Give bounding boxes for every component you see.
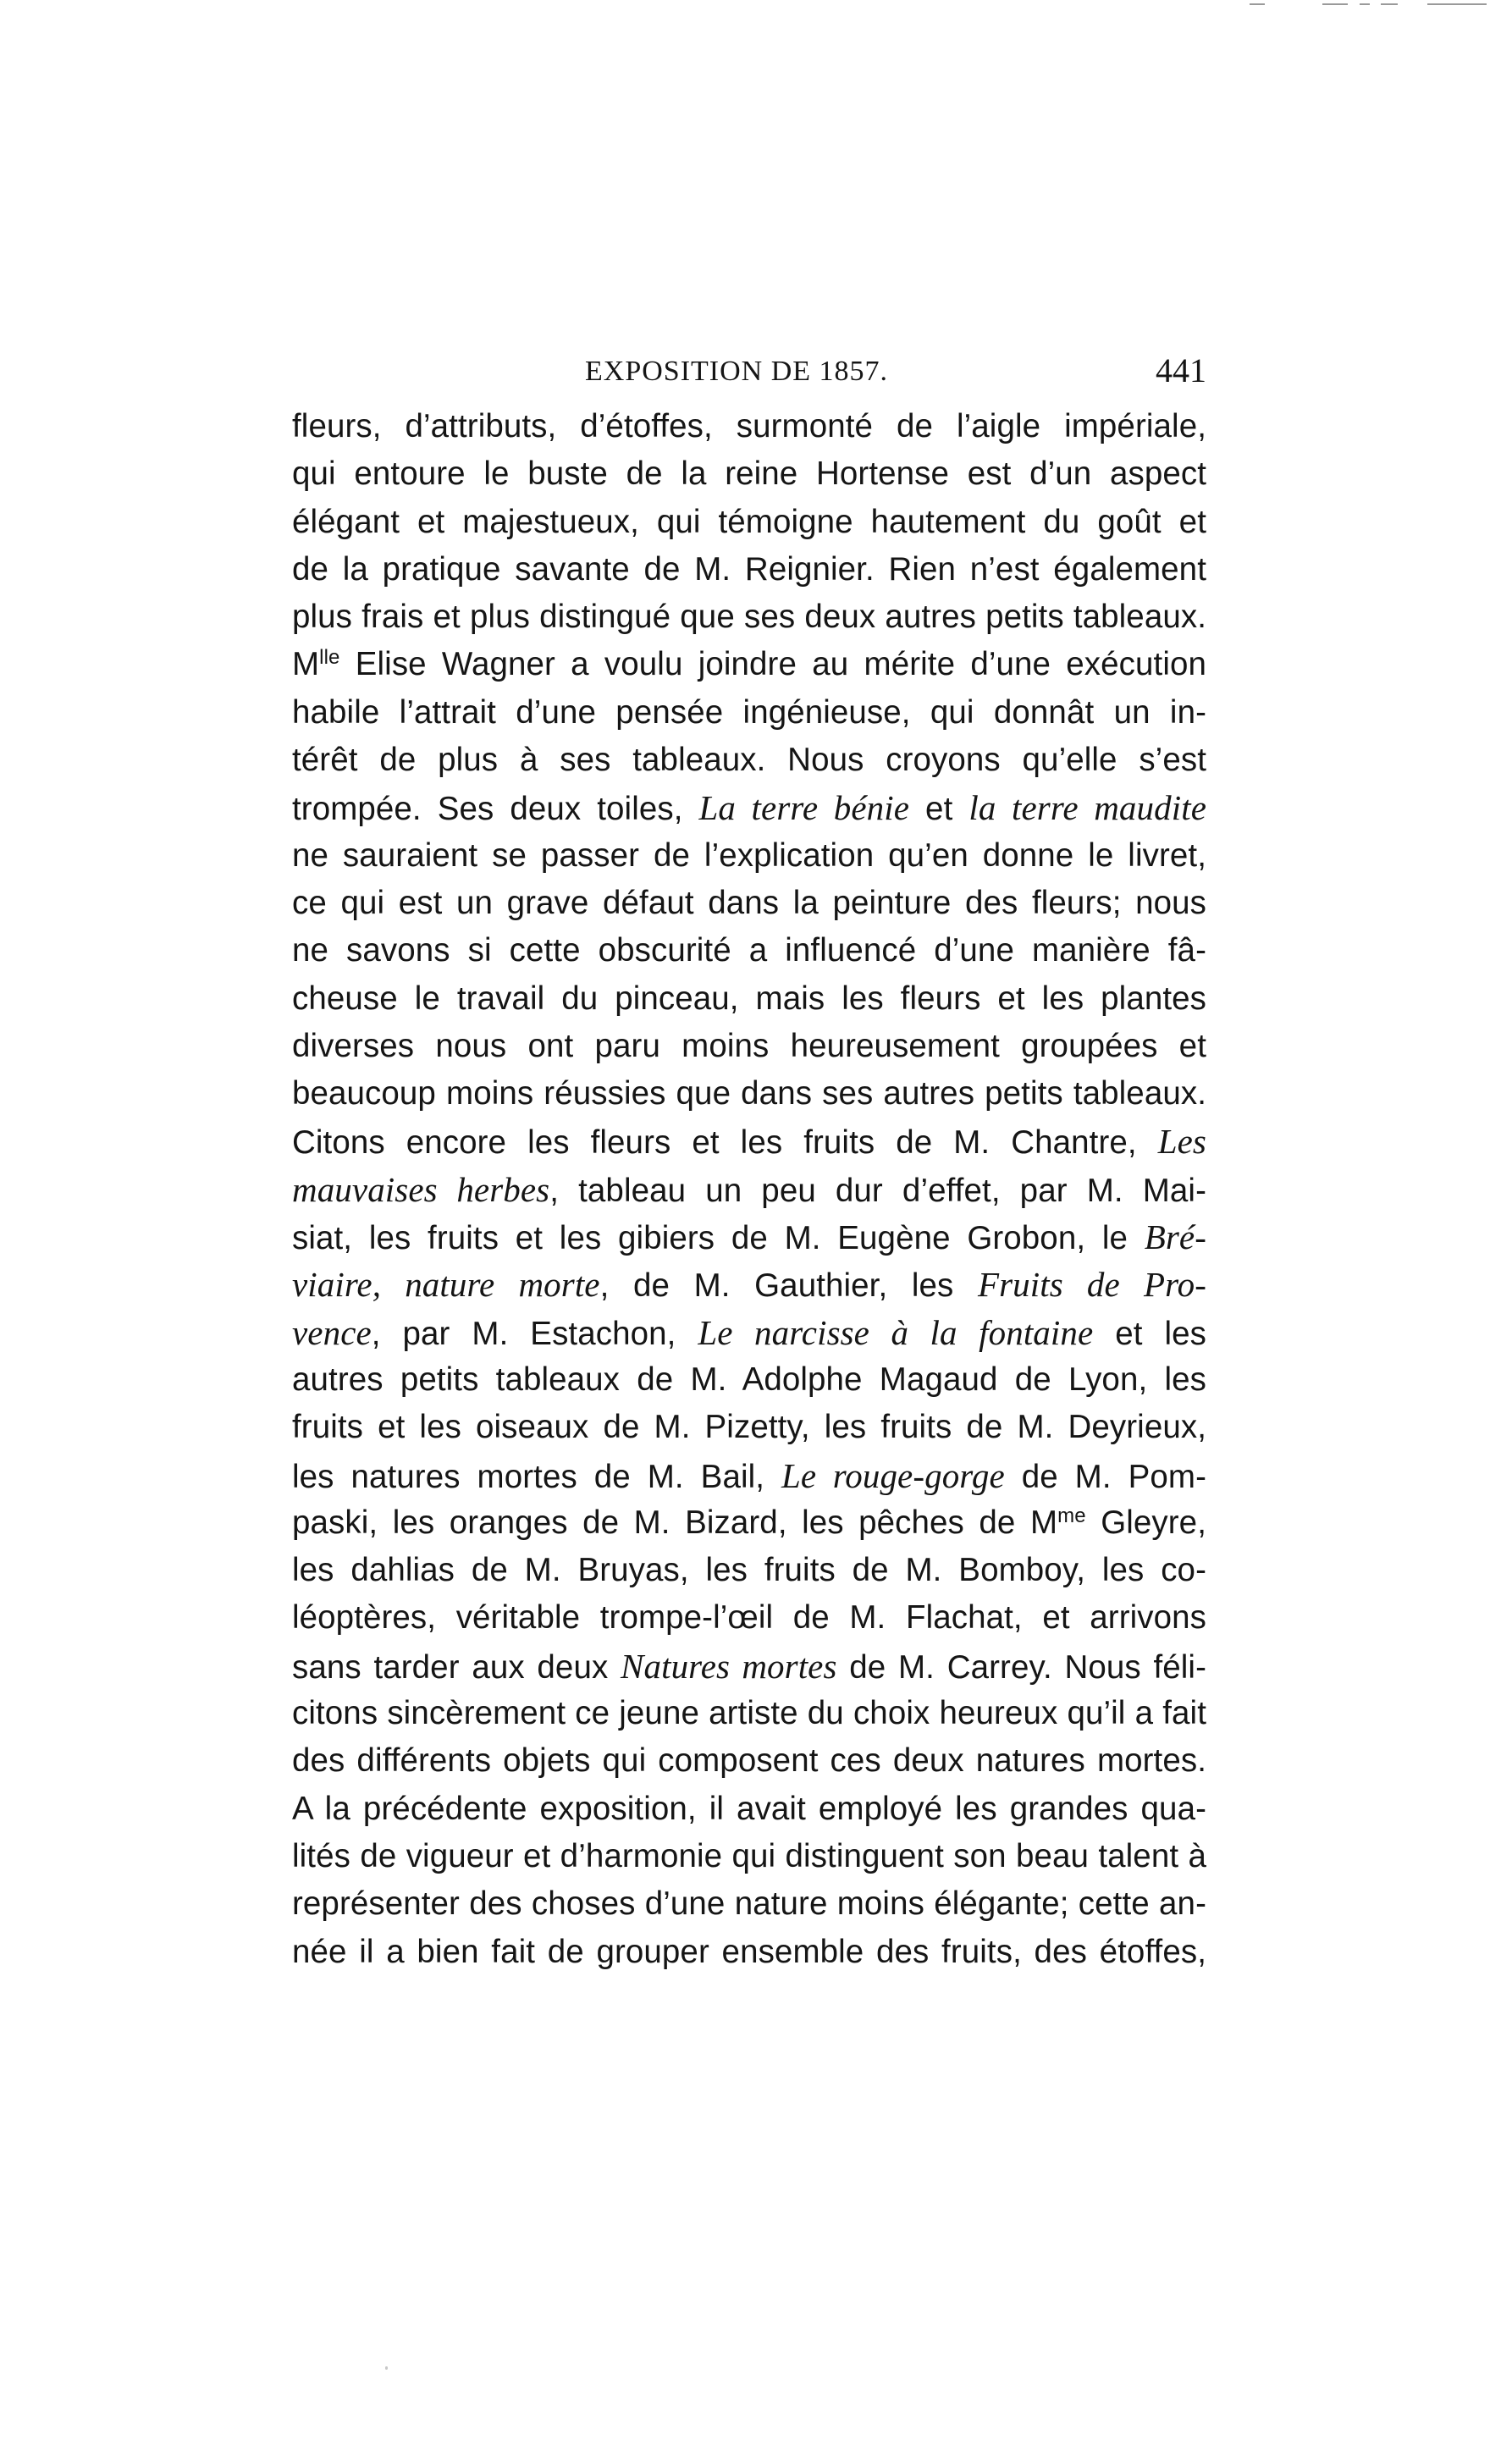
italic-title: Natures mortes xyxy=(621,1646,837,1686)
text-line xyxy=(292,546,1206,593)
line-text: et xyxy=(909,791,969,828)
line-text: ce qui est un grave défaut dans la peinture des fleurs; nous xyxy=(292,884,1206,921)
line-text: Gleyre, xyxy=(1085,1504,1206,1541)
text-line xyxy=(292,1452,1206,1499)
text-line xyxy=(292,450,1206,498)
text-line xyxy=(292,1690,1206,1737)
superscript: lle xyxy=(319,646,340,670)
body-text xyxy=(292,403,1206,1976)
italic-title: Fruits de Pro- xyxy=(977,1265,1206,1305)
running-header xyxy=(292,351,1206,398)
text-line xyxy=(292,1880,1206,1928)
line-text: et les xyxy=(1093,1315,1206,1352)
text-line xyxy=(292,1118,1206,1165)
line-text: de la pratique savante de M. Reignier. Rien n’est également xyxy=(292,550,1206,588)
italic-title: vence xyxy=(292,1312,372,1352)
text-line xyxy=(292,1356,1206,1404)
line-text: siat, les fruits et les gibiers de M. Eugène Grobon, le xyxy=(292,1220,1145,1257)
text-line xyxy=(292,927,1206,974)
line-text: élégant et majestueux, qui témoigne hautement du goût et xyxy=(292,503,1206,540)
text-line xyxy=(292,1261,1206,1308)
text-line xyxy=(292,689,1206,737)
line-text: fruits et les oiseaux de M. Pizetty, les fruits de M. Deyrieux, xyxy=(292,1409,1206,1446)
line-text: Elise Wagner a voulu joindre au mérite d’une exécution xyxy=(339,646,1206,683)
superscript: me xyxy=(1057,1504,1086,1527)
italic-title: la terre maudite xyxy=(968,788,1207,828)
line-text: cheuse le travail du pinceau, mais les fleurs et les plantes xyxy=(292,980,1206,1017)
text-line xyxy=(292,1499,1206,1547)
running-title: EXPOSITION DE 1857. xyxy=(585,356,889,387)
italic-title: viaire, nature morte xyxy=(292,1265,600,1305)
line-text: née il a bien fait de grouper ensemble des fruits, des étoffes, xyxy=(292,1933,1206,1970)
line-text: habile l’attrait d’une pensée ingénieuse, qui donnât un in- xyxy=(292,693,1206,731)
line-text: A la précédente exposition, il avait employé les grandes qua- xyxy=(292,1790,1206,1827)
line-text: plus frais et plus distingué que ses deux autres petits tableaux. xyxy=(292,599,1206,636)
line-text: représenter des choses d’une nature moins élégante; cette an- xyxy=(292,1885,1206,1923)
line-text: fleurs, d’attributs, d’étoffes, surmonté de l’aigle impériale, xyxy=(292,408,1206,444)
text-line xyxy=(292,1642,1206,1690)
line-text: , de M. Gauthier, les xyxy=(599,1267,978,1305)
text-line xyxy=(292,737,1206,784)
text-line xyxy=(292,1070,1206,1118)
line-text: citons sincèrement ce jeune artiste du choix heureux qu’il a fait xyxy=(292,1695,1206,1732)
line-text: sans tarder aux deux xyxy=(292,1648,621,1686)
line-text: diverses nous ont paru moins heureusement groupées et xyxy=(292,1027,1206,1064)
line-text: beaucoup moins réussies que dans ses autres petits tableaux. xyxy=(292,1075,1206,1112)
text-line xyxy=(292,975,1206,1023)
italic-title: La terre bénie xyxy=(698,788,910,828)
text-line xyxy=(292,499,1206,546)
line-text: les dahlias de M. Bruyas, les fruits de M. Bomboy, les co- xyxy=(292,1552,1206,1589)
italic-title: Bré- xyxy=(1144,1217,1206,1257)
line-text: de M. Pom- xyxy=(1004,1458,1206,1495)
text-line xyxy=(292,1929,1206,1976)
text-line xyxy=(292,1213,1206,1261)
line-text: paski, les oranges de M. Bizard, les pêches de M xyxy=(292,1504,1058,1541)
italic-title: Le narcisse à la fontaine xyxy=(698,1312,1094,1352)
text-line xyxy=(292,1786,1206,1833)
scan-edge-mark xyxy=(1250,3,1487,7)
line-text: les natures mortes de M. Bail, xyxy=(292,1458,782,1495)
italic-title: Le rouge-gorge xyxy=(781,1455,1005,1495)
text-line xyxy=(292,403,1206,450)
line-text: ne sauraient se passer de l’explication qu’en donne le livret, xyxy=(292,836,1206,874)
line-text: autres petits tableaux de M. Adolphe Magaud de Lyon, les xyxy=(292,1361,1206,1398)
text-line xyxy=(292,880,1206,927)
italic-title: Les xyxy=(1157,1122,1206,1162)
line-text: de M. Carrey. Nous féli- xyxy=(836,1648,1206,1686)
line-text: trompée. Ses deux toiles, xyxy=(292,791,699,828)
line-text: M xyxy=(292,646,320,683)
text-line xyxy=(292,832,1206,880)
line-text: des différents objets qui composent ces deux natures mortes. xyxy=(292,1742,1206,1780)
text-line xyxy=(292,1737,1206,1785)
page-number: 441 xyxy=(1156,351,1206,389)
line-text: léoptères, véritable trompe-l’œil de M. Flachat, et arrivons xyxy=(292,1599,1206,1637)
line-text: Citons encore les fleurs et les fruits de M. Chantre, xyxy=(292,1124,1158,1162)
text-line xyxy=(292,1309,1206,1356)
paper-speck xyxy=(385,2366,388,2370)
text-line xyxy=(292,784,1206,831)
text-line xyxy=(292,641,1206,688)
text-line xyxy=(292,1594,1206,1642)
text-line xyxy=(292,1404,1206,1451)
line-text: térêt de plus à ses tableaux. Nous croyons qu’elle s’est xyxy=(292,742,1206,779)
italic-title: mauvaises herbes xyxy=(292,1169,550,1209)
text-line xyxy=(292,1547,1206,1594)
text-line xyxy=(292,1023,1206,1070)
line-text: ne savons si cette obscurité a influencé d’une manière fâ- xyxy=(292,932,1206,969)
line-text: , par M. Estachon, xyxy=(371,1315,698,1352)
text-line xyxy=(292,1833,1206,1880)
line-text: qui entoure le buste de la reine Hortense est d’un aspect xyxy=(292,455,1206,493)
text-line xyxy=(292,593,1206,641)
line-text: , tableau un peu dur d’effet, par M. Mai- xyxy=(549,1172,1207,1209)
text-line xyxy=(292,1166,1206,1213)
line-text: lités de vigueur et d’harmonie qui distinguent son beau talent à xyxy=(292,1837,1206,1874)
